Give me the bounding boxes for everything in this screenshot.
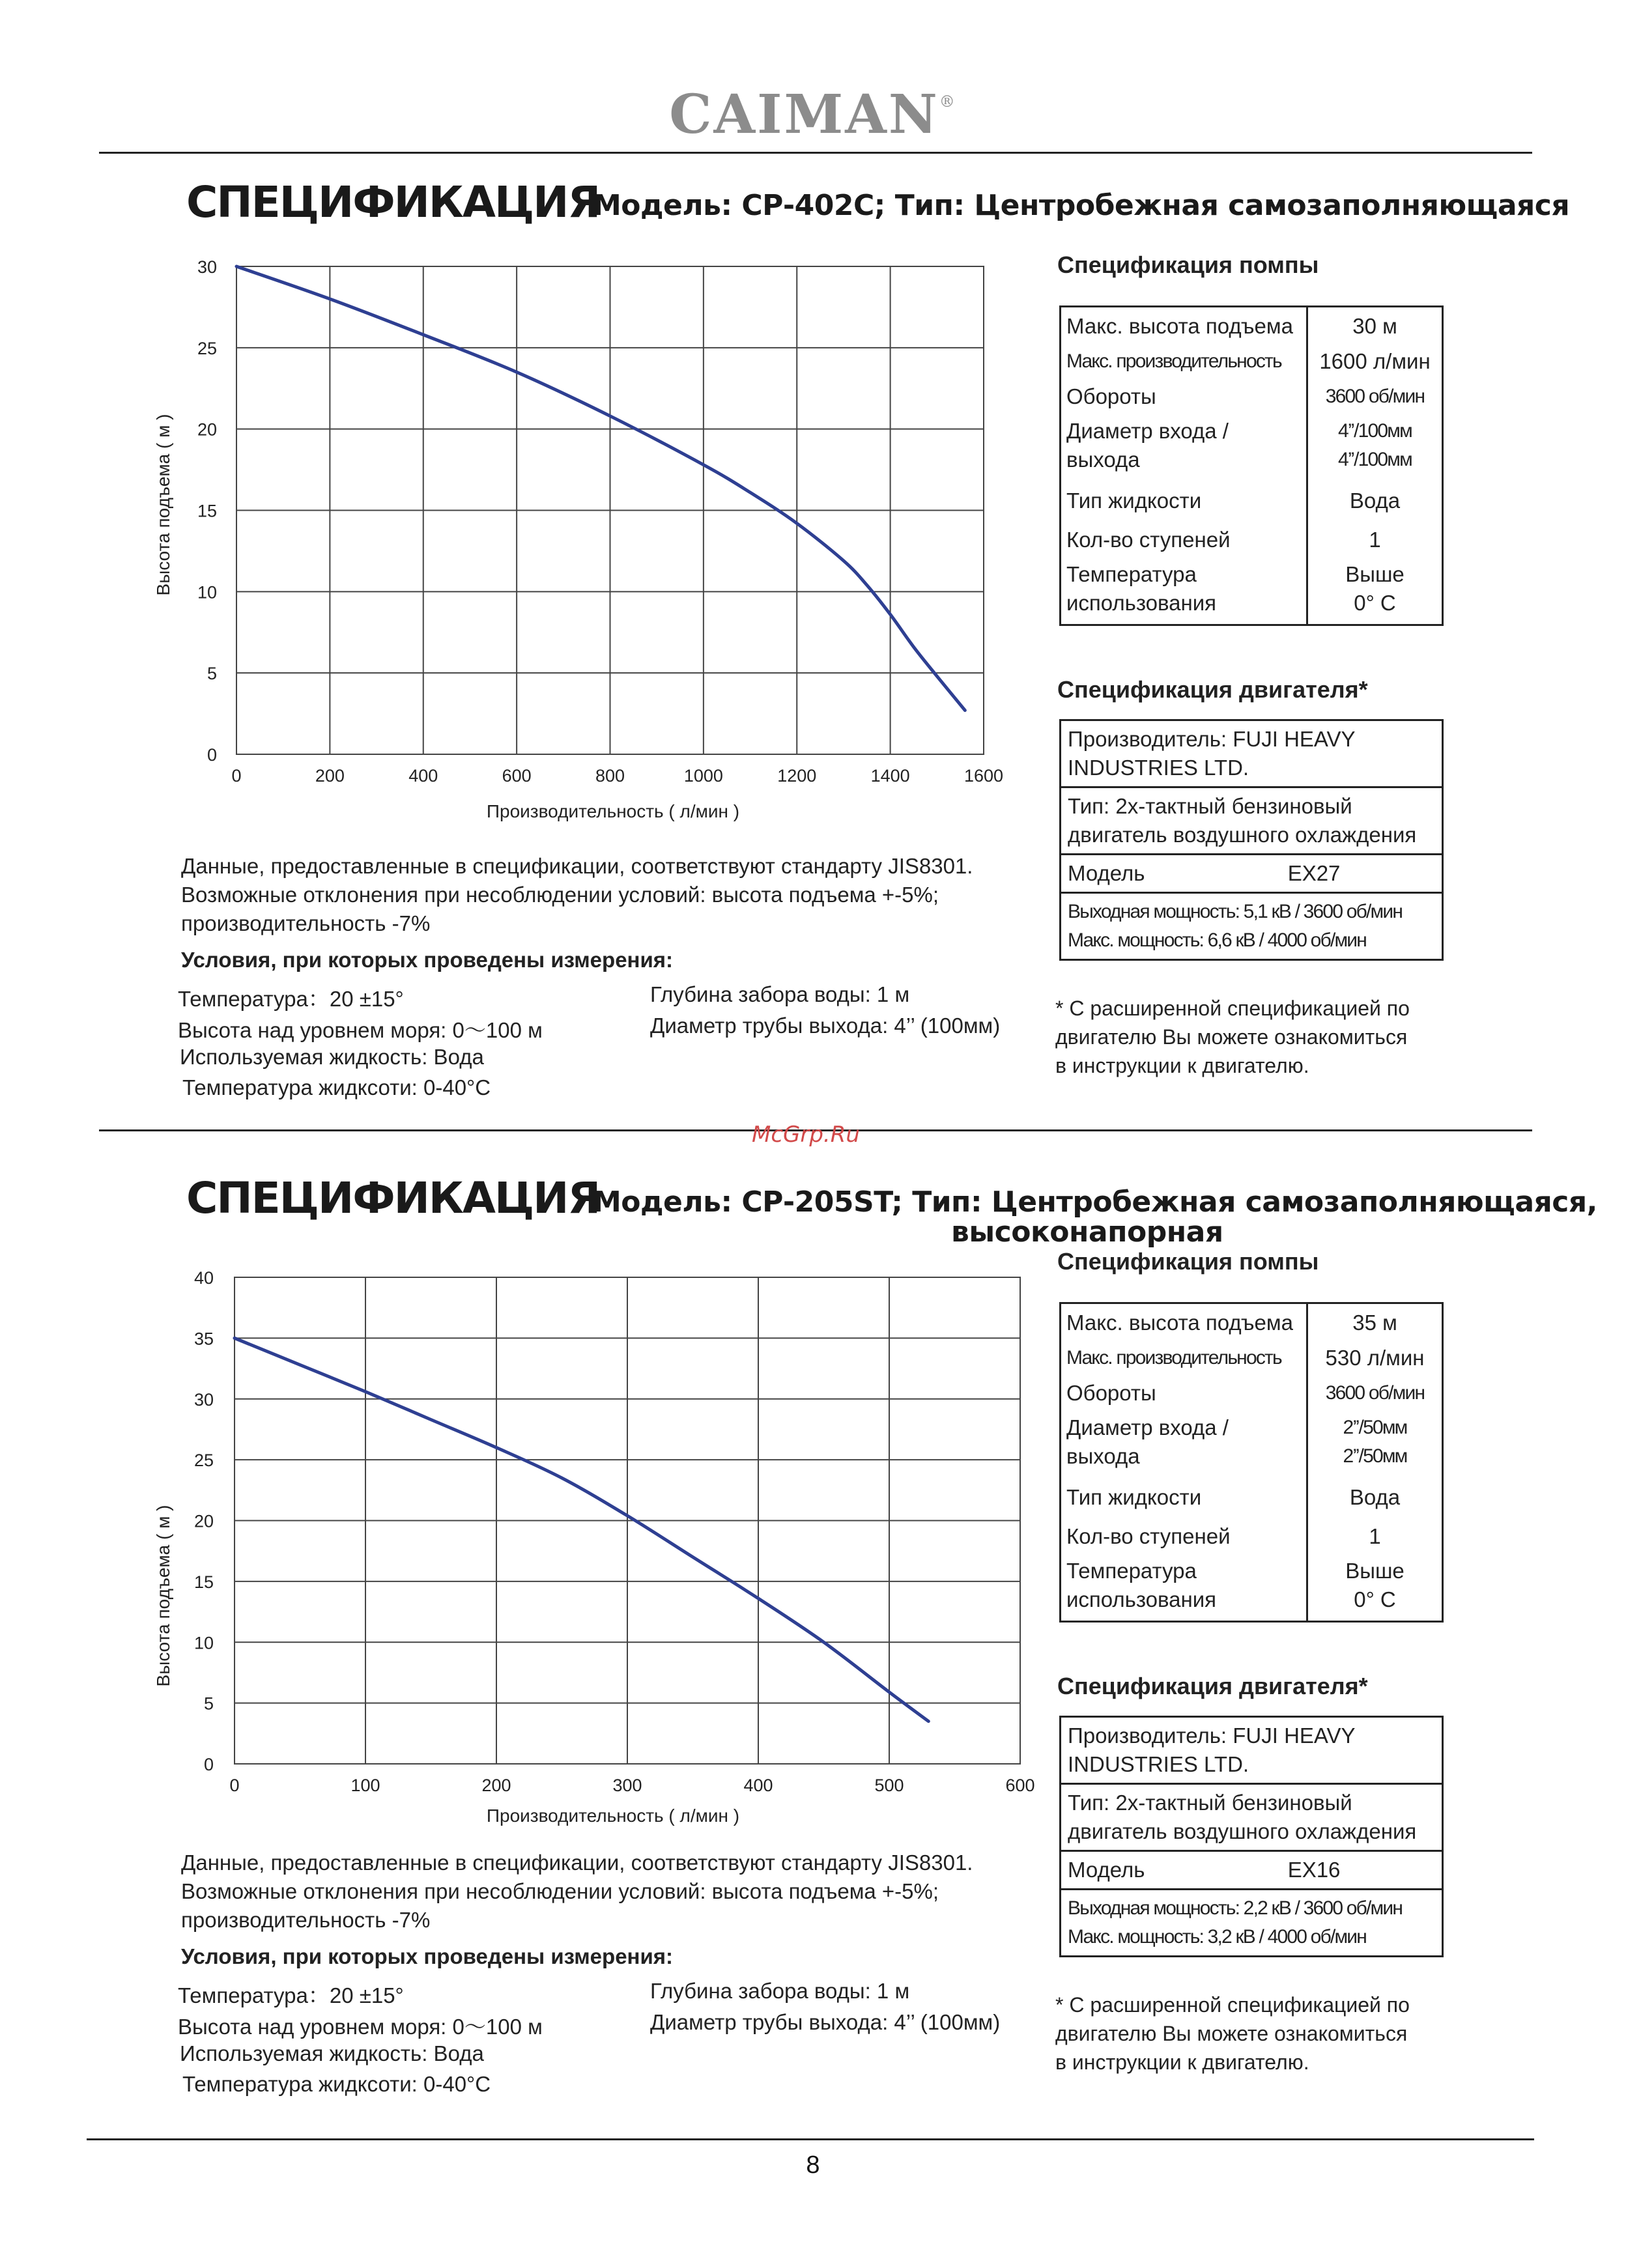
x-tick-label: 600 xyxy=(502,766,532,786)
x-tick-label: 500 xyxy=(874,1776,904,1795)
model-line: Модель: СР-205ST; Тип: Центробежная самозаполняющаяся, xyxy=(593,1185,1597,1219)
y-tick-label: 35 xyxy=(193,1329,214,1349)
x-tick-label: 600 xyxy=(1005,1776,1035,1795)
cond-pipe: Диаметр трубы выхода: 4’’ (100мм) xyxy=(650,1014,1001,1038)
spec-label: Макс. производительность xyxy=(1066,350,1281,372)
x-tick-label: 1400 xyxy=(870,766,910,786)
brand-logo: CAIMAN® xyxy=(669,83,957,146)
model-line: Модель: СР-402С; Тип: Центробежная самозаполняющаяся xyxy=(593,189,1570,222)
cond-altitude: Высота над уровнем моря: 0～100 м xyxy=(178,2015,543,2039)
spec-value: Вода xyxy=(1349,489,1401,513)
spec-label: Обороты xyxy=(1066,384,1156,408)
note-line: производительность -7% xyxy=(181,1908,431,1932)
notes-block xyxy=(181,1849,973,1935)
cond-depth: Глубина забора воды: 1 м xyxy=(650,1979,910,2003)
engine-spec-heading: Спецификация двигателя* xyxy=(1057,676,1368,703)
engine-model-value: EX16 xyxy=(1281,1851,1443,1890)
x-tick-label: 800 xyxy=(595,766,625,786)
y-tick-label: 5 xyxy=(207,664,217,684)
spec-value: 1600 л/мин xyxy=(1319,349,1431,373)
y-axis-label: Высота подъема ( м ) xyxy=(153,414,173,596)
y-tick-label: 25 xyxy=(193,1451,214,1471)
spec-label: Тип жидкости xyxy=(1066,489,1202,513)
spec-label: Макс. высота подъема xyxy=(1066,1311,1293,1335)
y-tick-label: 20 xyxy=(193,1511,214,1531)
cond-pipe: Диаметр трубы выхода: 4’’ (100мм) xyxy=(650,2010,1001,2034)
pump-spec-table xyxy=(1059,305,1444,626)
spec-label: Диаметр входа / выхода xyxy=(1066,1415,1229,1468)
model-line-2: высоконапорная xyxy=(951,1215,1223,1249)
y-tick-label: 15 xyxy=(193,1572,214,1592)
y-tick-label: 0 xyxy=(207,745,217,765)
spec-value: 2’’/50мм 2’’/50мм xyxy=(1343,1417,1407,1467)
x-tick-label: 1200 xyxy=(777,766,817,786)
spec-value: 530 л/мин xyxy=(1325,1346,1425,1370)
footer-rule xyxy=(87,2138,1534,2140)
engine-footnote: * С расширенной спецификацией по двигателю Вы можете ознакомиться в инструкции к двигателю. xyxy=(1055,1993,1410,2074)
x-tick-label: 1000 xyxy=(683,766,723,786)
x-tick-label: 0 xyxy=(229,1776,240,1795)
spec-value: Выше 0° C xyxy=(1345,562,1405,615)
y-axis-label: Высота подъема ( м ) xyxy=(153,1505,173,1687)
spec-value: Выше 0° C xyxy=(1345,1559,1405,1611)
pump-curve-line xyxy=(236,266,965,711)
engine-spec-heading: Спецификация двигателя* xyxy=(1057,1673,1368,1699)
spec-label: Обороты xyxy=(1066,1381,1156,1405)
spec-value: 1 xyxy=(1369,528,1381,552)
conditions-title: Условия, при которых проведены измерения: xyxy=(181,1944,674,1968)
y-tick-label: 30 xyxy=(197,257,217,277)
x-axis-label: Производительность ( л/мин ) xyxy=(486,801,740,821)
cond-liquid-temp: Температура жидксоти: 0-40°C xyxy=(182,1075,491,1099)
chart-grid xyxy=(235,1277,1020,1764)
cond-depth: Глубина забора воды: 1 м xyxy=(650,982,910,1006)
cond-temperature: Температура：20 ±15° xyxy=(178,987,404,1011)
spec-label: Тип жидкости xyxy=(1066,1485,1202,1509)
engine-model-label: Модель xyxy=(1061,1851,1281,1890)
section-title: СПЕЦИФИКАЦИЯ xyxy=(186,177,600,227)
cond-liquid: Используемая жидкость: Вода xyxy=(180,2041,484,2065)
conditions-title: Условия, при которых проведены измерения: xyxy=(181,948,674,972)
pump-spec-heading: Спецификация помпы xyxy=(1057,251,1319,278)
y-tick-label: 0 xyxy=(203,1755,214,1774)
y-tick-label: 10 xyxy=(193,1633,214,1653)
spec-value: 3600 об/мин xyxy=(1325,1382,1425,1404)
page-number: 8 xyxy=(806,2151,820,2179)
y-tick-label: 10 xyxy=(197,582,217,602)
spec-label: Макс. производительность xyxy=(1066,1347,1281,1368)
y-tick-label: 5 xyxy=(203,1694,214,1714)
cond-liquid: Используемая жидкость: Вода xyxy=(180,1045,484,1069)
cond-altitude: Высота над уровнем моря: 0～100 м xyxy=(178,1018,543,1042)
spec-value: 3600 об/мин xyxy=(1325,386,1425,407)
x-tick-label: 200 xyxy=(315,766,345,786)
engine-model-label: Модель xyxy=(1061,855,1281,893)
note-line: Данные, предоставленные в спецификации, соответствуют стандарту JIS8301. xyxy=(181,854,973,878)
watermark: McGrp.Ru xyxy=(752,1122,860,1148)
notes-block xyxy=(181,852,973,938)
spec-label: Макс. высота подъема xyxy=(1066,314,1293,338)
chart-ticks xyxy=(194,1268,1035,1795)
spec-value: 1 xyxy=(1369,1524,1381,1548)
chart-1 xyxy=(130,248,1042,847)
spec-label: Температура использования xyxy=(1066,562,1217,615)
y-tick-label: 30 xyxy=(193,1389,214,1410)
spec-value: Вода xyxy=(1349,1485,1401,1509)
x-tick-label: 400 xyxy=(408,766,438,786)
section-title: СПЕЦИФИКАЦИЯ xyxy=(186,1173,600,1223)
cond-liquid-temp: Температура жидксоти: 0-40°C xyxy=(182,2072,491,2096)
y-tick-label: 40 xyxy=(193,1268,214,1288)
x-tick-label: 100 xyxy=(350,1776,380,1795)
spec-label: Кол-во ступеней xyxy=(1066,1524,1231,1548)
engine-spec-table: Производитель: FUJI HEAVY INDUSTRIES LTD. Тип: 2х-тактный бензиновый двигатель воздушного охлаждения Модель EX16 Выходная мощность: 2,2 кВ / 3600 об/мин Макс. мощность: 3,2 кВ / 4000 об/мин xyxy=(1059,1716,1444,1957)
x-tick-label: 300 xyxy=(612,1776,642,1795)
x-tick-label: 400 xyxy=(743,1776,773,1795)
note-line: Возможные отклонения при несоблюдении условий: высота подъема +-5%; xyxy=(181,883,939,907)
chart-ticks xyxy=(197,257,1003,786)
header-rule xyxy=(99,152,1532,154)
pump-curve-line xyxy=(235,1338,928,1721)
pump-spec-table xyxy=(1059,1302,1444,1623)
spec-value: 30 м xyxy=(1352,314,1397,338)
spec-value: 35 м xyxy=(1352,1311,1397,1335)
chart-grid xyxy=(236,266,984,754)
note-line: Возможные отклонения при несоблюдении условий: высота подъема +-5%; xyxy=(181,1879,939,1903)
engine-footnote: * С расширенной спецификацией по двигателю Вы можете ознакомиться в инструкции к двигателю. xyxy=(1055,997,1410,1077)
spec-value: 4’’/100мм 4’’/100мм xyxy=(1338,420,1412,470)
note-line: Данные, предоставленные в спецификации, соответствуют стандарту JIS8301. xyxy=(181,1850,973,1875)
engine-model-value: EX27 xyxy=(1281,855,1443,893)
y-tick-label: 25 xyxy=(197,338,217,358)
spec-label: Диаметр входа / выхода xyxy=(1066,419,1229,472)
x-tick-label: 0 xyxy=(231,766,242,786)
chart-2 xyxy=(130,1257,1042,1830)
cond-temperature: Температура：20 ±15° xyxy=(178,1983,404,2007)
y-tick-label: 20 xyxy=(197,419,217,440)
spec-label: Температура использования xyxy=(1066,1559,1217,1611)
x-tick-label: 200 xyxy=(481,1776,511,1795)
y-tick-label: 15 xyxy=(197,501,217,521)
engine-spec-table: Производитель: FUJI HEAVY INDUSTRIES LTD. Тип: 2х-тактный бензиновый двигатель воздушного охлаждения Модель EX27 Выходная мощность: 5,1 кВ / 3600 об/мин Макс. мощность: 6,6 кВ / 4000 об/мин xyxy=(1059,719,1444,961)
pump-spec-heading: Спецификация помпы xyxy=(1057,1248,1319,1275)
x-tick-label: 1600 xyxy=(963,766,1004,786)
note-line: производительность -7% xyxy=(181,911,431,935)
x-axis-label: Производительность ( л/мин ) xyxy=(486,1806,740,1826)
spec-label: Кол-во ступеней xyxy=(1066,528,1231,552)
